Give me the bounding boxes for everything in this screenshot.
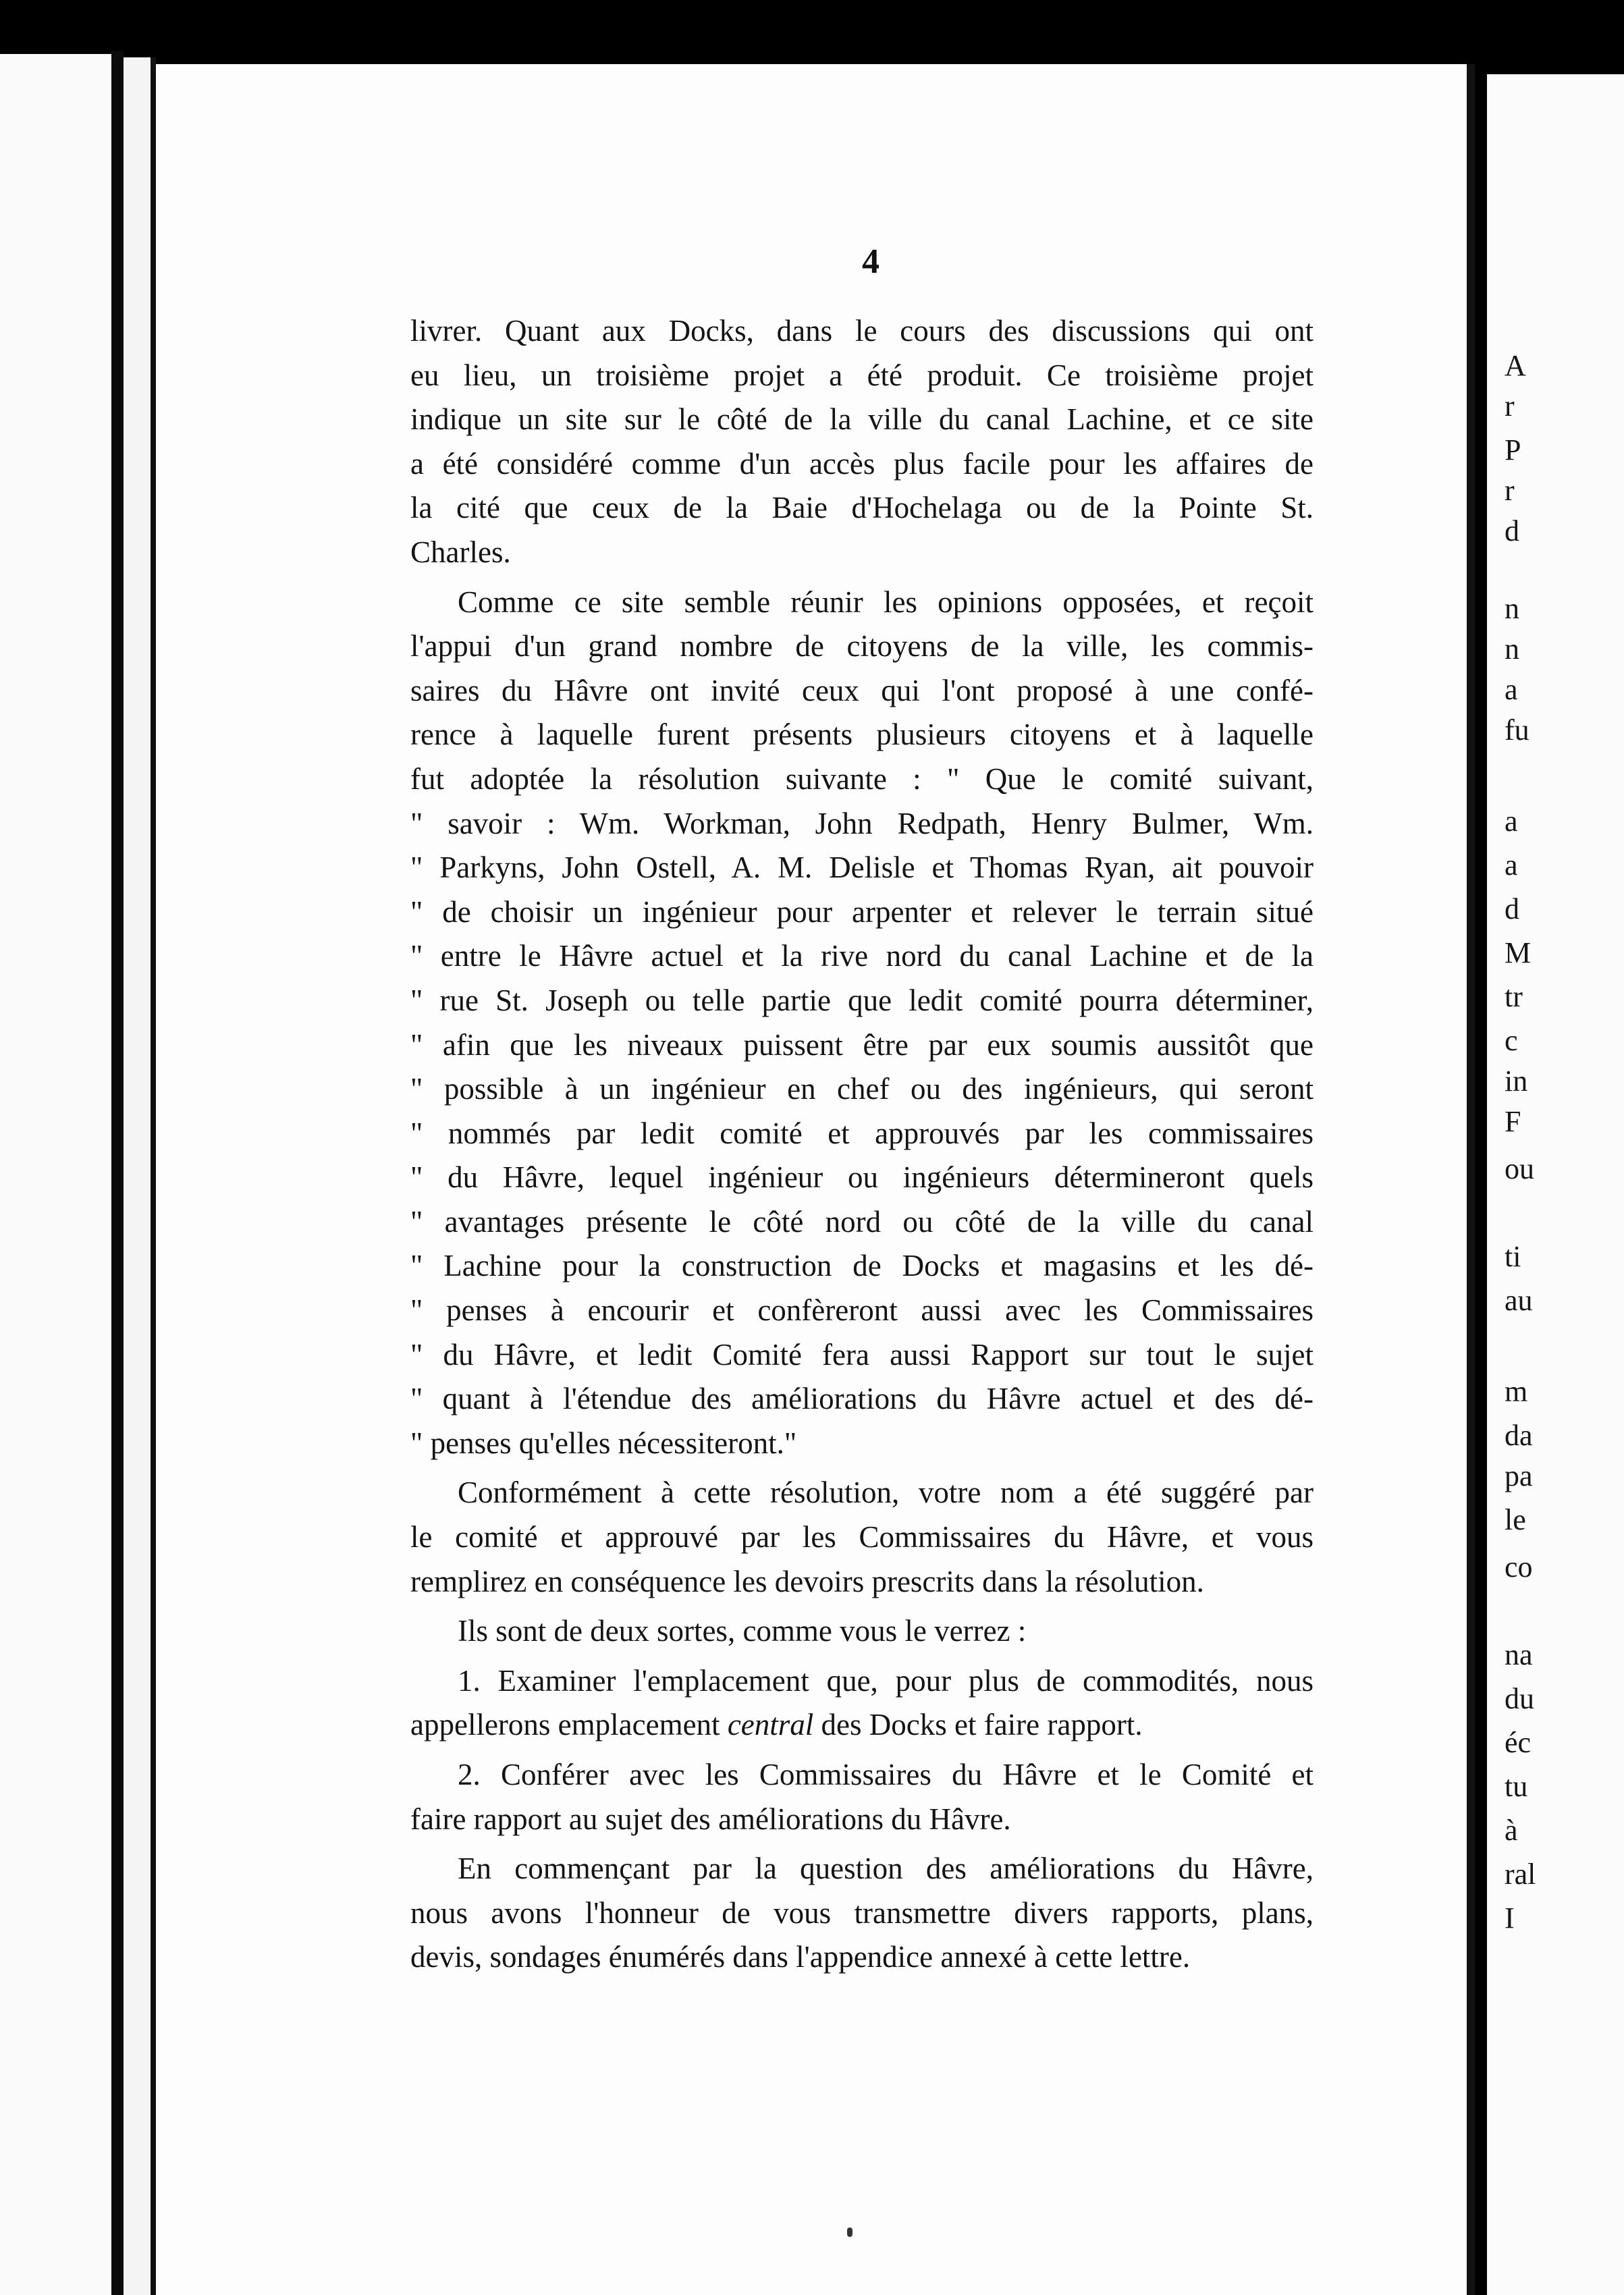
facing-page-fragment: F xyxy=(1505,1105,1521,1138)
text-line: " penses à encourir et confèreront aussi avec les Commissaires xyxy=(410,1293,1314,1328)
facing-page-fragment: ou xyxy=(1505,1152,1534,1185)
text-line: 2. Conférer avec les Commissaires du Hâvre et le Comité et xyxy=(458,1758,1314,1791)
body-text xyxy=(410,309,1314,1980)
facing-page-fragment: d xyxy=(1505,892,1519,925)
text-line: " Lachine pour la construction de Docks et magasins et les dé- xyxy=(410,1249,1314,1283)
facing-page-edge xyxy=(1487,74,1624,2295)
facing-page-fragment: a xyxy=(1505,805,1518,838)
text-line: " quant à l'étendue des améliorations du Hâvre actuel et des dé- xyxy=(410,1382,1314,1416)
text-line: " Parkyns, John Ostell, A. M. Delisle et Thomas Ryan, ait pouvoir xyxy=(410,850,1314,885)
facing-page-fragment: tu xyxy=(1505,1770,1528,1803)
left-margin-strip xyxy=(0,54,111,2295)
facing-page-fragment: I xyxy=(1505,1901,1515,1935)
text-line: livrer. Quant aux Docks, dans le cours des discussions qui ont xyxy=(410,314,1314,348)
text-line: nous avons l'honneur de vous transmettre divers rapports, plans, xyxy=(410,1895,1314,1930)
paragraph-gap xyxy=(410,1654,1314,1659)
facing-page-fragment: r xyxy=(1505,389,1515,423)
text-line: fut adoptée la résolution suivante : " Que le comité suivant, xyxy=(410,761,1314,796)
text-line: " de choisir un ingénieur pour arpenter et relever le terrain situé xyxy=(410,894,1314,929)
facing-page-fragment: a xyxy=(1505,673,1518,706)
facing-page-fragment: r xyxy=(1505,474,1515,507)
facing-page-fragment: P xyxy=(1505,433,1521,466)
facing-page-fragment: à xyxy=(1505,1814,1518,1847)
facing-page-fragment: ti xyxy=(1505,1240,1521,1273)
text-line: " possible à un ingénieur en chef ou des ingénieurs, qui seront xyxy=(410,1072,1314,1106)
text-line: Conformément à cette résolution, votre nom a été suggéré par xyxy=(458,1476,1314,1510)
text-line: En commençant par la question des améliorations du Hâvre, xyxy=(458,1852,1314,1886)
facing-page-fragment: m xyxy=(1505,1375,1528,1408)
left-margin-rule xyxy=(111,51,124,2295)
facing-page-fragment: c xyxy=(1505,1024,1518,1057)
facing-page-fragment: ral xyxy=(1505,1858,1536,1891)
text-line: a été considéré comme d'un accès plus facile pour les affaires de xyxy=(410,446,1314,481)
text-line: la cité que ceux de la Baie d'Hochelaga ou de la Pointe St. xyxy=(410,491,1314,525)
facing-page-fragment: na xyxy=(1505,1638,1533,1671)
text-line: le comité et approuvé par les Commissaires du Hâvre, et vous xyxy=(410,1520,1314,1555)
facing-page-fragment: au xyxy=(1505,1284,1533,1317)
gutter xyxy=(1475,64,1487,2295)
text-line: devis, sondages énumérés dans l'appendice annexé à cette lettre. xyxy=(410,1940,1191,1974)
text-line: " du Hâvre, lequel ingénieur ou ingénieurs détermineront quels xyxy=(410,1160,1314,1195)
text-line: appellerons emplacement central des Docks et faire rapport. xyxy=(410,1708,1143,1742)
paragraph-gap xyxy=(410,1604,1314,1609)
page-number: 4 xyxy=(862,242,879,281)
text-line: " rue St. Joseph ou telle partie que ledit comité pourra déterminer, xyxy=(410,983,1314,1017)
facing-page-fragment: A xyxy=(1505,349,1526,382)
text-line: " avantages présente le côté nord ou côté de la ville du canal xyxy=(410,1204,1314,1239)
facing-page-fragment: a xyxy=(1505,848,1518,882)
facing-page-fragment: co xyxy=(1505,1550,1533,1584)
text-line: Comme ce site semble réunir les opinions opposées, et reçoit xyxy=(458,585,1314,619)
facing-page-fragment: in xyxy=(1505,1064,1528,1098)
paragraph-gap xyxy=(410,1841,1314,1847)
paragraph-gap xyxy=(410,1465,1314,1471)
facing-page-fragment: pa xyxy=(1505,1459,1533,1492)
text-line: l'appui d'un grand nombre de citoyens de la ville, les commis- xyxy=(410,629,1314,664)
text-line: 1. Examiner l'emplacement que, pour plus de commodités, nous xyxy=(458,1663,1314,1698)
facing-page-fragment: le xyxy=(1505,1503,1526,1536)
ink-speck xyxy=(847,2228,852,2237)
facing-page-fragment: du xyxy=(1505,1682,1534,1715)
paragraph-gap xyxy=(410,575,1314,580)
facing-page-fragment: d xyxy=(1505,514,1519,547)
facing-page-fragment: tr xyxy=(1505,980,1523,1013)
text-line: Charles. xyxy=(410,535,511,569)
paragraph-gap xyxy=(410,1748,1314,1753)
text-line: remplirez en conséquence les devoirs prescrits dans la résolution. xyxy=(410,1564,1204,1598)
text-line: " entre le Hâvre actuel et la rive nord du canal Lachine et de la xyxy=(410,939,1314,973)
text-line: " du Hâvre, et ledit Comité fera aussi Rapport sur tout le sujet xyxy=(410,1337,1314,1372)
text-line: Ils sont de deux sortes, comme vous le verrez : xyxy=(458,1614,1027,1648)
text-line: " penses qu'elles nécessiteront." xyxy=(410,1426,797,1460)
facing-page-fragment: n xyxy=(1505,592,1519,625)
left-inner-strip xyxy=(124,57,151,2295)
page-right-edge xyxy=(1467,64,1475,2295)
left-inner-rule xyxy=(151,57,156,2295)
text-line: " nommés par ledit comité et approuvés par les commissaires xyxy=(410,1116,1314,1150)
text-line: eu lieu, un troisième projet a été produit. Ce troisième projet xyxy=(410,358,1314,392)
text-line: faire rapport au sujet des améliorations du Hâvre. xyxy=(410,1802,1011,1836)
facing-page-fragment: n xyxy=(1505,632,1519,666)
facing-page-fragment: da xyxy=(1505,1419,1533,1452)
text-line: rence à laquelle furent présents plusieurs citoyens et à laquelle xyxy=(410,718,1314,752)
text-line: " afin que les niveaux puissent être par eux soumis aussitôt que xyxy=(410,1027,1314,1062)
text-line: saires du Hâvre ont invité ceux qui l'ont proposé à une confé- xyxy=(410,673,1314,707)
text-line: " savoir : Wm. Workman, John Redpath, Henry Bulmer, Wm. xyxy=(410,806,1314,840)
text-line: indique un site sur le côté de la ville du canal Lachine, et ce site xyxy=(410,402,1314,437)
facing-page-fragment: éc xyxy=(1505,1726,1532,1759)
facing-page-fragment: fu xyxy=(1505,713,1530,747)
facing-page-fragment: M xyxy=(1505,936,1532,969)
